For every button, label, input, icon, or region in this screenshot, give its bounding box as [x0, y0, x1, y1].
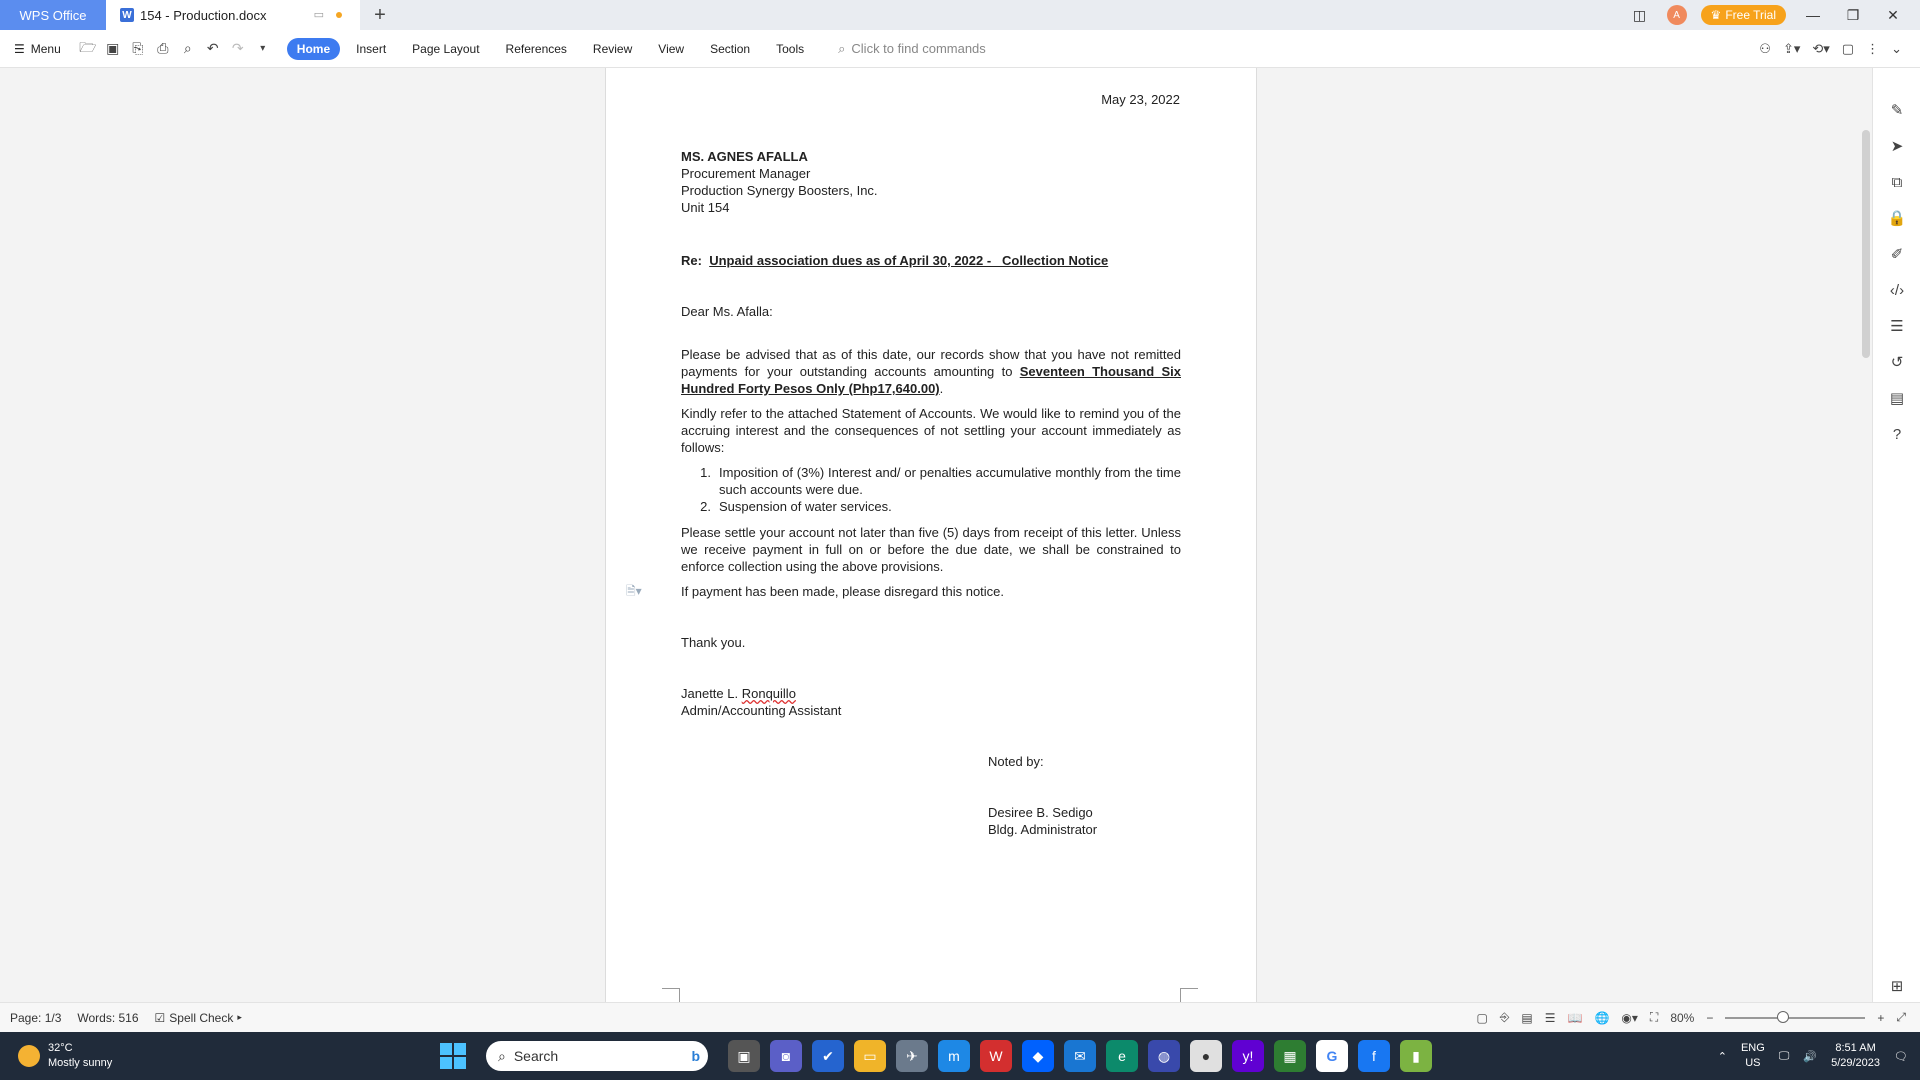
- select-cursor-icon[interactable]: ➤: [1890, 138, 1904, 155]
- page-corner-mark: [1180, 988, 1198, 1002]
- free-trial-label: Free Trial: [1725, 8, 1776, 22]
- share-icon[interactable]: ⇪▾: [1782, 40, 1801, 56]
- re-line: [681, 252, 1181, 269]
- scanner-icon[interactable]: ✈: [896, 1040, 928, 1072]
- new-tab-button[interactable]: +: [374, 3, 386, 26]
- right-sidebar: [1872, 68, 1920, 1002]
- find-commands-placeholder: Click to find commands: [851, 41, 986, 56]
- crown-icon: ♛: [1710, 8, 1722, 22]
- print-icon[interactable]: ⎙: [157, 40, 169, 56]
- collaborate-icon[interactable]: ⚇: [1759, 40, 1771, 56]
- search-icon: ⌕: [498, 1047, 506, 1064]
- paragraph-4: If payment has been made, please disregard this notice.: [681, 584, 1005, 599]
- zoom-slider[interactable]: [1725, 1017, 1865, 1019]
- signer-last-name: Ronquillo: [741, 686, 796, 701]
- copy-format-icon[interactable]: ⧉: [1891, 173, 1903, 191]
- notification-icon[interactable]: 🗨: [1894, 1050, 1908, 1063]
- list-number: 2.: [700, 499, 711, 514]
- camera-app-icon[interactable]: ●: [1190, 1040, 1222, 1072]
- spell-check-button[interactable]: [155, 1011, 242, 1025]
- list-panel-icon[interactable]: ▤: [1889, 390, 1905, 407]
- windows-start-icon[interactable]: [440, 1043, 466, 1069]
- clock-date: 5/29/2023: [1831, 1057, 1881, 1069]
- tab-page-layout[interactable]: Page Layout: [412, 41, 480, 56]
- salutation: Dear Ms. Afalla:: [681, 304, 773, 319]
- cloud-sync-icon[interactable]: ⟲▾: [1812, 40, 1830, 56]
- landscape-app-icon[interactable]: ▦: [1274, 1040, 1306, 1072]
- clock[interactable]: [1831, 1041, 1880, 1071]
- lock-icon[interactable]: 🔒: [1887, 210, 1907, 227]
- bottle-app-icon[interactable]: ▮: [1400, 1040, 1432, 1072]
- dropbox-icon[interactable]: ◆: [1022, 1040, 1054, 1072]
- letter-date: May 23, 2022: [1101, 92, 1180, 107]
- recipient-title: Procurement Manager: [681, 166, 811, 181]
- menu-label: Menu: [30, 41, 61, 56]
- recipient-name: MS. AGNES AFALLA: [681, 149, 808, 164]
- toolbar: [0, 30, 1920, 68]
- tab-insert[interactable]: Insert: [356, 41, 387, 56]
- customize-chevron-icon[interactable]: ▾: [260, 43, 266, 54]
- edge-icon[interactable]: e: [1106, 1040, 1138, 1072]
- help-icon[interactable]: ?: [1892, 425, 1902, 443]
- grid-icon[interactable]: ⊞: [1890, 978, 1904, 995]
- print-preview-icon[interactable]: ⌕: [183, 40, 192, 56]
- closing: Thank you.: [681, 635, 746, 650]
- save-icon[interactable]: ▣: [106, 40, 120, 56]
- bing-icon: b: [691, 1048, 700, 1064]
- recipient-unit: Unit 154: [681, 200, 730, 215]
- sun-icon: [18, 1045, 40, 1067]
- language-indicator[interactable]: [1741, 1041, 1765, 1071]
- teams-icon[interactable]: ◙: [770, 1040, 802, 1072]
- task-view-icon[interactable]: ▣: [728, 1040, 760, 1072]
- outline-view-icon[interactable]: ☰: [1544, 1010, 1556, 1025]
- tab-view[interactable]: View: [658, 41, 685, 56]
- word-count[interactable]: Words: 516: [77, 1010, 139, 1025]
- taskbar-search[interactable]: [486, 1041, 708, 1071]
- layout-icon[interactable]: ◫: [1632, 6, 1647, 23]
- restore-icon[interactable]: ❐: [1846, 6, 1860, 23]
- title-bar: [0, 0, 1920, 30]
- search-icon: ⌕: [838, 40, 846, 56]
- fit-page-icon[interactable]: ⛶: [1649, 1010, 1659, 1024]
- wps-office-tab[interactable]: WPS Office: [0, 0, 106, 30]
- temperature: 32°C: [48, 1042, 73, 1054]
- noter-title: Bldg. Administrator: [988, 822, 1098, 837]
- pen-icon[interactable]: ✎: [1890, 102, 1904, 119]
- amount-due: Seventeen Thousand Six Hundred Forty Pesos Only (Php17,640.00): [681, 364, 1181, 396]
- list-item: [681, 498, 1181, 515]
- paragraph-handle-icon[interactable]: 🗎▾: [626, 584, 642, 598]
- history-icon[interactable]: ↺: [1890, 354, 1904, 371]
- list-text: Suspension of water services.: [719, 499, 892, 514]
- document-tab[interactable]: [106, 0, 360, 30]
- protect-icon[interactable]: ▢: [1476, 1010, 1488, 1025]
- zoom-in-icon[interactable]: +: [1877, 1010, 1885, 1025]
- checkbox-icon: ☑: [154, 1010, 166, 1025]
- google-icon[interactable]: G: [1316, 1040, 1348, 1072]
- document-page[interactable]: [605, 68, 1257, 1002]
- signer-first-name: Janette L.: [681, 686, 742, 701]
- paragraph-1-text: Please be advised that as of this date, our records show that you have not remitted payments for your outstanding accounts amounting to: [681, 347, 1181, 379]
- page-indicator[interactable]: Page: 1/3: [10, 1010, 62, 1025]
- sliders-icon[interactable]: ☰: [1890, 318, 1904, 335]
- facebook-icon[interactable]: f: [1358, 1040, 1390, 1072]
- consequences-list: [681, 464, 1181, 515]
- open-folder-icon[interactable]: 🗁: [79, 38, 97, 55]
- writer-doc-icon: W: [120, 8, 134, 22]
- signer-title: Admin/Accounting Assistant: [681, 703, 842, 718]
- eye-protect-icon[interactable]: ◉▾: [1621, 1010, 1638, 1025]
- chevron-right-icon: ▸: [237, 1012, 242, 1022]
- comment-icon[interactable]: ▢: [1841, 40, 1855, 56]
- fullscreen-icon[interactable]: ⤢: [1896, 1010, 1906, 1024]
- wps-writer-icon[interactable]: W: [980, 1040, 1012, 1072]
- network-icon[interactable]: 🖵: [1778, 1049, 1790, 1062]
- page-corner-mark: [662, 988, 680, 1002]
- noter-block: [988, 804, 1188, 838]
- status-bar: [0, 1002, 1920, 1032]
- tab-section[interactable]: Section: [710, 41, 751, 56]
- spell-check-label: Spell Check: [169, 1010, 234, 1025]
- lang-region: US: [1745, 1057, 1761, 1069]
- reading-view-icon[interactable]: 📖: [1567, 1010, 1583, 1025]
- collapse-ribbon-icon[interactable]: ⌄: [1891, 40, 1902, 56]
- list-item: [681, 464, 1181, 498]
- close-icon[interactable]: ✕: [1887, 6, 1899, 23]
- mail-icon[interactable]: ✉: [1064, 1040, 1096, 1072]
- tab-home[interactable]: Home: [287, 38, 340, 60]
- todo-icon[interactable]: ✔: [812, 1040, 844, 1072]
- paragraph-1: [681, 346, 1181, 397]
- volume-icon[interactable]: 🔊: [1803, 1050, 1818, 1063]
- screen-icon[interactable]: ▭: [313, 9, 324, 21]
- scrollbar-thumb[interactable]: [1862, 130, 1870, 358]
- free-trial-button[interactable]: [1701, 5, 1786, 25]
- weather-widget[interactable]: [0, 1041, 440, 1071]
- taskbar-search-placeholder: Search: [513, 1048, 559, 1064]
- document-canvas[interactable]: [0, 68, 1860, 1002]
- read-aloud-icon[interactable]: ⎆: [1499, 1010, 1510, 1024]
- globe-app-icon[interactable]: ◍: [1148, 1040, 1180, 1072]
- edit-note-icon[interactable]: ✐: [1890, 246, 1904, 263]
- document-tab-label: 154 - Production.docx: [140, 7, 267, 23]
- noted-by: Noted by:: [988, 754, 1044, 769]
- list-text: Imposition of (3%) Interest and/ or penalties accumulative monthly from the time such accounts were due.: [719, 465, 1181, 497]
- find-commands-box[interactable]: [838, 41, 986, 57]
- hamburger-icon: ☰: [14, 41, 25, 56]
- tab-references[interactable]: References: [505, 41, 567, 56]
- lang-code: ENG: [1740, 1042, 1765, 1054]
- page-view-icon[interactable]: ▤: [1521, 1010, 1533, 1025]
- yahoo-icon[interactable]: y!: [1232, 1040, 1264, 1072]
- weather-condition: Mostly sunny: [48, 1057, 113, 1069]
- signer-block: [681, 685, 1181, 719]
- paragraph-2: Kindly refer to the attached Statement of Accounts. We would like to remind you of the accruing interest and the consequences of not settling your account immediately as follows:: [681, 406, 1181, 455]
- tab-tools[interactable]: Tools: [776, 41, 805, 56]
- recipient-company: Production Synergy Boosters, Inc.: [681, 183, 878, 198]
- chevron-up-icon[interactable]: ⌃: [1717, 1050, 1727, 1063]
- paragraph-1-end: .: [939, 381, 944, 396]
- web-view-icon[interactable]: 🌐: [1594, 1010, 1610, 1025]
- menu-button[interactable]: [14, 42, 61, 56]
- unsaved-dot-icon: [336, 12, 342, 18]
- noter-name: Desiree B. Sedigo: [988, 805, 1093, 820]
- list-number: 1.: [700, 465, 711, 480]
- redo-icon[interactable]: ↷: [231, 40, 244, 56]
- vertical-scrollbar[interactable]: [1860, 68, 1872, 1002]
- zoom-out-icon[interactable]: −: [1706, 1010, 1714, 1025]
- mhp-app-icon[interactable]: m: [938, 1040, 970, 1072]
- signer-name: [681, 685, 1181, 702]
- code-icon[interactable]: ‹/›: [1889, 281, 1905, 299]
- clock-time: 8:51 AM: [1835, 1042, 1876, 1054]
- undo-icon[interactable]: ↶: [206, 40, 219, 56]
- tab-review[interactable]: Review: [592, 41, 633, 56]
- zoom-slider-knob[interactable]: [1777, 1011, 1789, 1023]
- avatar[interactable]: A: [1667, 5, 1687, 25]
- re-subject: Unpaid association dues as of April 30, 2022 - Collection Notice: [709, 253, 1109, 268]
- zoom-level[interactable]: 80%: [1670, 1010, 1695, 1025]
- windows-taskbar: [0, 1032, 1920, 1080]
- system-tray: [1718, 1041, 1920, 1071]
- export-pdf-icon[interactable]: ⎘: [132, 40, 144, 56]
- file-explorer-icon[interactable]: ▭: [854, 1040, 886, 1072]
- more-options-icon[interactable]: ⋮: [1866, 40, 1880, 56]
- re-label: Re:: [681, 253, 702, 268]
- paragraph-3: Please settle your account not later than five (5) days from receipt of this letter. Unless we receive payment in full on or before the due date, we shall be constrained to enforce collection using the above provisions.: [681, 525, 1181, 574]
- minimize-icon[interactable]: —: [1806, 7, 1820, 23]
- recipient-block: [681, 148, 1181, 216]
